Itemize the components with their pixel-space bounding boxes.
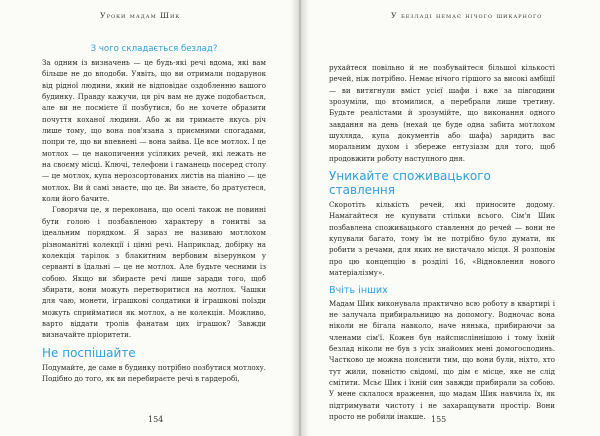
- left-running-head: Уроки мадам Шик: [100, 11, 181, 20]
- right-page: [301, 0, 600, 436]
- left-heading-clutter: З чого складається безлад?: [90, 44, 218, 54]
- right-page-number: 155: [431, 415, 447, 424]
- left-text-column: [42, 36, 266, 384]
- left-paragraph-3: Подумайте, де саме в будинку потрібно позбутися мотлоху. Подібно до того, як ви перебираєте речі в гардеробі,: [42, 362, 266, 383]
- left-heading-slow: Не поспішайте: [42, 345, 136, 360]
- right-paragraph-3: Мадам Шик виконувала практично всю роботу в квартирі і не залучала прибиральницю на допомогу. Водночас вона ніколи не бігала навколо, наче нянька, прибираючи за членами сім'ї. Кожен був найсписліннішою і тому їхній безлад ніколи не був з усіх знайомих мені домогосподинь. Частково це можна пояснити тим, що вони були, ніхто, хто тут жили, повністю свідомі, що дім є місце, яке не слід смітити. Мсьє Шик і їхній син завжди прибирали за собою. У мене склалося враження, що мадам Шик навчила їх, як підтримувати чистоту і не захаращувати простір. Вони просто не робили інакше.: [329, 298, 555, 421]
- right-text-column: [329, 62, 555, 422]
- left-page-number: 154: [148, 415, 164, 424]
- right-paragraph-1: рухайтеся повільно й не позбувайтеся більшої кількості речей, ніж потрібно. Немає нічого гіршого за високі амбіції — ви витягнули вміст усієї шафи і вже за півгодини зрозуміли, що втомилися, а перебрали лише третину. Будьте реалістами й зрозумійте, що виконання одного завдання на день (нехай це буде одна забита мотлохом шухляда, купа документів або шафа) зарядить вас моральним духом і збереже ентузіазм для того, щоб продовжити роботу наступного дня.: [329, 63, 555, 163]
- left-paragraph-1: За одним із визначень — це будь-які речі вдома, які вам більше не до вподоби. Уявіть, що ви отримали подарунок від рідної людини, який не відповідає оздобленню вашого будинку. Правду кажучи, ця річ вам не дуже подобається, але ви не посмієте її позбутися, бо не хочете образити почуття коханої людини. Або ж ви тримаєте якусь річ лише тому, що вона пов'язана з приємними спогадами, попри те, що ви впевнені — вона зайва. Це все мотлох. І це мотлох — це накопичення усіляких речей, які лежать не на своєму місці. Ключі, телефони і гаманець посеред столу — це мотлох, купа нерозсортованих листів на піаніно — це мотлох. Ви й самі знаєте, що це. Ви знаєте, бо дратуєтеся, коли його бачите.: [42, 58, 266, 204]
- right-running-head: У безладі немає нічого шикарного: [391, 11, 543, 20]
- right-heading-teach: Вчіть інших: [329, 284, 388, 296]
- right-paragraph-2: Скоротіть кількість речей, які приносите додому. Намагайтеся не купувати стільки всього. Сім'я Шик позбавлена споживацького ставлення до речей — вони не купували багато, тому їм не потрібно було думати, як робити з речами, для яких не вистачало місця. Я розповім про цю концепцію в розділі 16, «Відновлення нового матеріалізму».: [329, 200, 555, 278]
- book-gutter: [291, 0, 309, 436]
- left-page: [0, 0, 299, 436]
- right-heading-consumerism: Уникайте споживацького ставлення: [329, 169, 491, 198]
- left-paragraph-2: Говорячи це, я переконана, що оселі також не повинні бути голою і позбавленою характеру в гонитві за ідеальним порядком. Я зараз не називаю мотлохом різноманітні колекції і цінні речі. Наприклад, добірку на колекція тарілок з блакитним вербовим візерунком у серванті в їдальні — це не мотлох. Але будьте чесними із собою. Якщо ви збираєте речі лише заради того, щоб збирати, вони можуть перетворитися на мотлох. Чашки для чаю, монети, іграшкові солдатики й іграшкові поїзди можуть сприйматися як мотлох, а не колекція. Можливо, варто віддати тролів фанатам цих іграшок? Завжди визначайте пріоритети.: [42, 205, 266, 340]
